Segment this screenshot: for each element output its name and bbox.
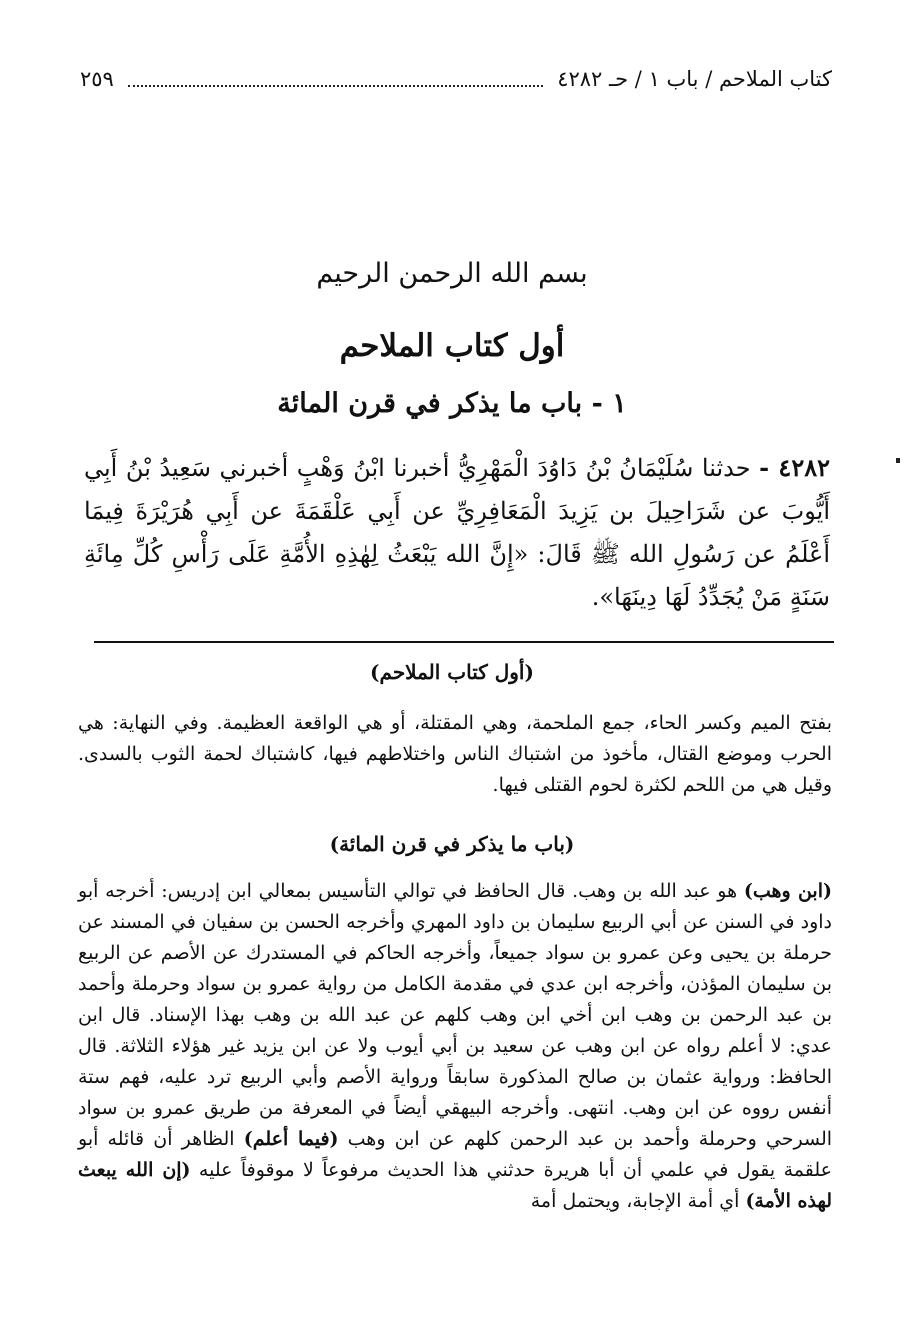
margin-mark — [896, 458, 900, 463]
bold-lemma: (إن الله يبعث لهذه الأمة) — [78, 1159, 832, 1212]
chapter-title — [0, 388, 904, 419]
commentary-heading: (باب ما يذكر في قرن المائة) — [329, 832, 575, 856]
commentary-text: أي أمة الإجابة، ويحتمل أمة — [530, 1190, 746, 1212]
dotted-leader — [128, 71, 543, 87]
bold-lemma: (فيما أعلم) — [243, 1128, 339, 1150]
commentary-text: بفتح الميم وكسر الحاء، جمع الملحمة، وهي المقتلة، أو هي الواقعة العظيمة. وفي النهاية: هي الحرب وموضع القتال، مأخوذ من اشتباك الناس واختلاطهم فيها، كاشتباك لحمة الثوب بالسدى. وقيل هي من اللحم لكثرة لحوم القتلى فيها. — [78, 712, 832, 796]
page-number: ٢٥٩ — [80, 67, 114, 91]
commentary-heading: (أول كتاب الملاحم) — [370, 660, 534, 684]
chapter-label: باب — [541, 388, 583, 419]
hadith-text — [84, 446, 830, 619]
running-title: كتاب الملاحم / باب ١ / حـ ٤٢٨٢ — [557, 67, 832, 91]
commentary-text: الظاهر أن قائله أبو علقمة يقول في علمي أن أبا هريرة حدثني هذا الحديث مرفوعاً لا موقوفاً عليه — [78, 1128, 833, 1181]
commentary-paragraph — [78, 876, 832, 1217]
book-title: أول كتاب الملاحم — [339, 328, 565, 364]
hadith-body: حدثنا سُلَيْمَانُ بْنُ دَاوُدَ الْمَهْرِيُّ أخبرنا ابْنُ وَهْبٍ أخبرني سَعِيدُ بْنُ أَبِي أَيُّوبَ عن شَرَاحِيلَ بن يَزِيدَ الْمَعَافِرِيِّ عن أَبِي عَلْقَمَةَ عن أَبِي هُرَيْرَةَ فِيمَا أَعْلَمُ عن رَسُولِ الله ﷺ قَالَ: «إِنَّ الله يَبْعَثُ لِهٰذِهِ الأُمَّةِ عَلَى رَأْسِ كُلِّ مِائَةِ سَنَةٍ مَنْ يُجَدِّدُ لَهَا دِينَهَا». — [84, 454, 830, 611]
hadith-number: ٤٢٨٢ - — [759, 453, 830, 482]
running-header — [80, 62, 832, 96]
commentary-paragraph — [78, 708, 832, 801]
bold-lemma: (ابن وهب) — [743, 880, 832, 902]
footnote-divider — [94, 641, 834, 643]
basmala: بسم الله الرحمن الرحيم — [316, 258, 588, 289]
chapter-name: ما يذكر في قرن المائة — [277, 388, 532, 419]
commentary-text: هو عبد الله بن وهب. قال الحافظ في توالي التأسيس بمعالي ابن إدريس: أخرجه أبو داود في السنن عن أبي الربيع سليمان بن داود المهري وأخرجه الحسن بن سفيان في المسند عن حرملة بن يحيى وعن عمرو بن سواد جميعاً، وأخرجه الحاكم في المستدرك عن الأصم عن الربيع بن سليمان المؤذن، وأخرجه ابن عدي في مقدمة الكامل من رواية عمرو بن سواد وحرملة وأحمد بن عبد الرحمن بن وهب ابن أخي ابن وهب كلهم عن عبد الله بن وهب بهذا الإسناد. قال ابن عدي: لا أعلم رواه عن ابن وهب عن سعيد بن أبي أيوب ولا عن ابن يزيد غير هؤلاء الثلاثة. قال الحافظ: ورواية عثمان بن صالح المذكورة سابقاً ورواية الأصم وأبي الربيع ترد عليه، فهم ستة أنفس رووه عن ابن وهب. انتهى. وأخرجه البيهقي أيضاً في المعرفة من طريق عمرو بن سواد السرحي وحرملة وأحمد بن عبد الرحمن كلهم عن ابن وهب — [78, 880, 833, 1150]
chapter-number: ١ - — [591, 388, 627, 419]
